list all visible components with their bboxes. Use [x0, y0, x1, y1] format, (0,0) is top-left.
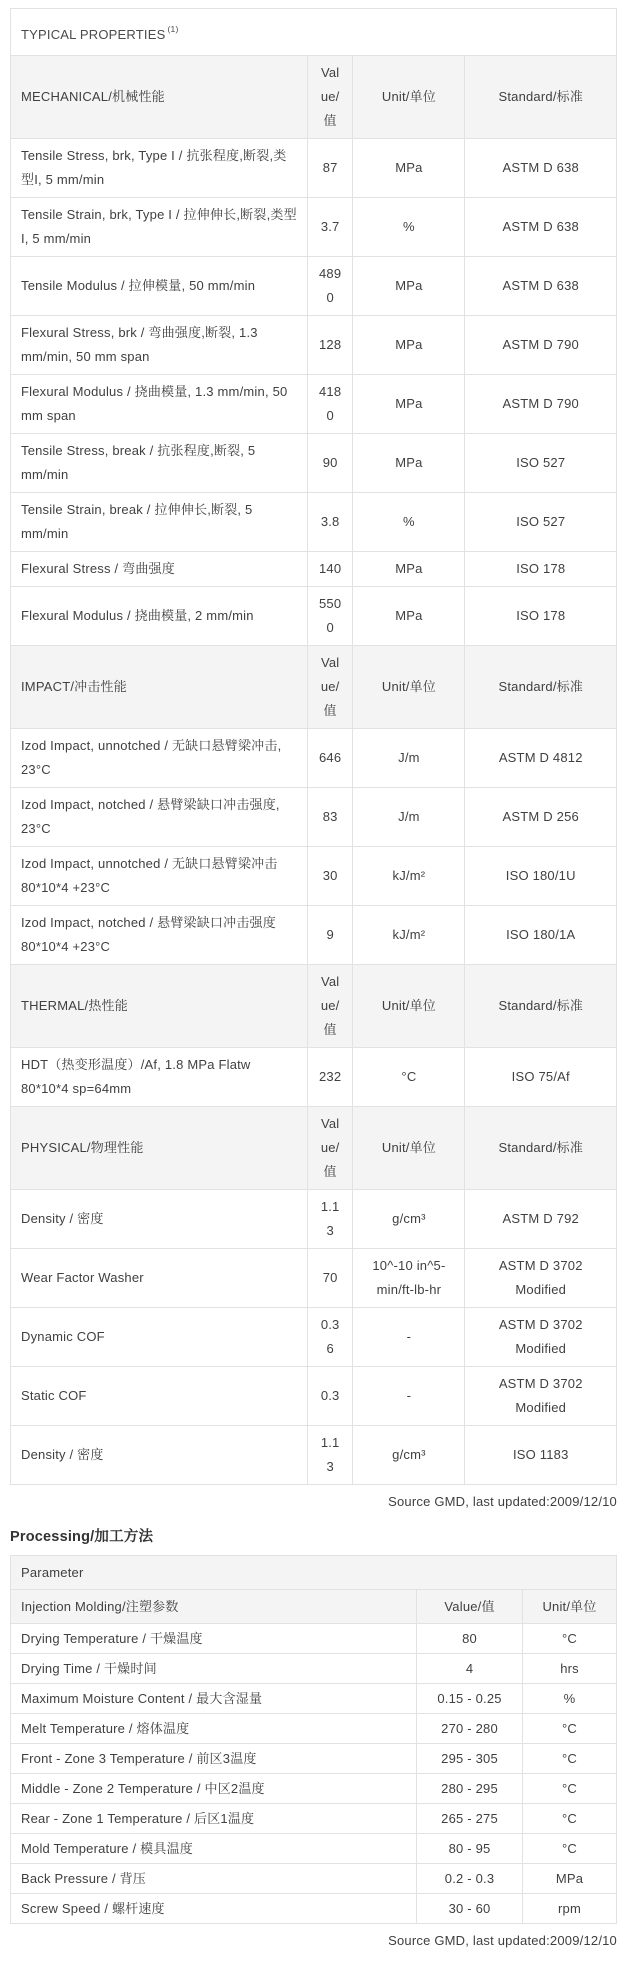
section-header-row — [11, 1107, 617, 1190]
col-header-unit: Unit/单位 — [353, 646, 465, 729]
property-standard-cell: ASTM D 638 — [465, 139, 617, 198]
property-name-cell: Flexural Stress, brk / 弯曲强度,断裂, 1.3 mm/min, 50 mm span — [11, 316, 308, 375]
property-value-cell: 90 — [307, 434, 352, 493]
parameter-header-row — [11, 1556, 617, 1590]
property-value-cell: 3.8 — [307, 493, 352, 552]
parameter-name-cell: Drying Time / 干燥时间 — [11, 1654, 417, 1684]
property-row — [11, 1249, 617, 1308]
col-header-standard: Standard/标准 — [465, 646, 617, 729]
parameter-row — [11, 1654, 617, 1684]
section-header-row — [11, 56, 617, 139]
property-name-cell: Dynamic COF — [11, 1308, 308, 1367]
property-unit-cell: g/cm³ — [353, 1426, 465, 1485]
table-title-cell — [11, 9, 617, 56]
parameter-unit-cell: °C — [523, 1624, 617, 1654]
parameter-unit-cell: rpm — [523, 1894, 617, 1924]
property-name-cell: Tensile Modulus / 拉伸模量, 50 mm/min — [11, 257, 308, 316]
property-row — [11, 1048, 617, 1107]
property-name-cell: Tensile Stress, break / 抗张程度,断裂, 5 mm/min — [11, 434, 308, 493]
col-header-value: Value/值 — [307, 646, 352, 729]
property-name-cell: HDT（热变形温度）/Af, 1.8 MPa Flatw 80*10*4 sp=64mm — [11, 1048, 308, 1107]
table-title-row — [11, 9, 617, 56]
parameter-value-cell: 4 — [417, 1654, 523, 1684]
section-title: THERMAL/热性能 — [11, 965, 308, 1048]
property-unit-cell: % — [353, 198, 465, 257]
property-standard-cell: ASTM D 3702 Modified — [465, 1367, 617, 1426]
property-unit-cell: MPa — [353, 375, 465, 434]
parameter-row — [11, 1624, 617, 1654]
property-row — [11, 906, 617, 965]
property-name-cell: Izod Impact, unnotched / 无缺口悬臂梁冲击 80*10*4 +23°C — [11, 847, 308, 906]
property-name-cell: Flexural Modulus / 挠曲模量, 1.3 mm/min, 50 mm span — [11, 375, 308, 434]
source-note-processing: Source GMD, last updated:2009/12/10 — [388, 1933, 617, 1948]
property-value-cell: 5500 — [307, 587, 352, 646]
col-header-unit: Unit/单位 — [353, 56, 465, 139]
property-unit-cell: J/m — [353, 788, 465, 847]
property-name-cell: Density / 密度 — [11, 1426, 308, 1485]
table-title-footnote: (1) — [167, 24, 179, 34]
property-value-cell: 0.3 — [307, 1367, 352, 1426]
parameter-row — [11, 1804, 617, 1834]
col-header-unit: Unit/单位 — [523, 1590, 617, 1624]
parameter-name-cell: Middle - Zone 2 Temperature / 中区2温度 — [11, 1774, 417, 1804]
processing-body — [11, 1556, 617, 1924]
col-header-standard: Standard/标准 — [465, 1107, 617, 1190]
property-standard-cell: ASTM D 790 — [465, 316, 617, 375]
property-name-cell: Izod Impact, notched / 悬臂梁缺口冲击强度, 23°C — [11, 788, 308, 847]
property-row — [11, 847, 617, 906]
property-value-cell: 646 — [307, 729, 352, 788]
table-title: TYPICAL PROPERTIES — [21, 27, 166, 42]
property-row — [11, 788, 617, 847]
parameter-unit-cell: °C — [523, 1714, 617, 1744]
property-row — [11, 434, 617, 493]
parameter-name-cell: Drying Temperature / 干燥温度 — [11, 1624, 417, 1654]
parameter-name-cell: Back Pressure / 背压 — [11, 1864, 417, 1894]
property-value-cell: 140 — [307, 552, 352, 587]
property-row — [11, 139, 617, 198]
parameter-value-cell: 30 - 60 — [417, 1894, 523, 1924]
parameter-unit-cell: °C — [523, 1774, 617, 1804]
parameter-name-cell: Maximum Moisture Content / 最大含湿量 — [11, 1684, 417, 1714]
parameter-row — [11, 1684, 617, 1714]
parameter-name-cell: Front - Zone 3 Temperature / 前区3温度 — [11, 1744, 417, 1774]
property-unit-cell: - — [353, 1308, 465, 1367]
col-header-unit: Unit/单位 — [353, 965, 465, 1048]
parameter-unit-cell: % — [523, 1684, 617, 1714]
property-row — [11, 587, 617, 646]
property-standard-cell: ASTM D 638 — [465, 198, 617, 257]
property-row — [11, 552, 617, 587]
section-title: IMPACT/冲击性能 — [11, 646, 308, 729]
parameter-name-cell: Melt Temperature / 熔体温度 — [11, 1714, 417, 1744]
col-header-standard: Standard/标准 — [465, 965, 617, 1048]
property-value-cell: 9 — [307, 906, 352, 965]
typical-properties-body — [11, 9, 617, 1485]
parameter-name-cell: Rear - Zone 1 Temperature / 后区1温度 — [11, 1804, 417, 1834]
parameter-row — [11, 1864, 617, 1894]
property-value-cell: 87 — [307, 139, 352, 198]
property-value-cell: 232 — [307, 1048, 352, 1107]
property-standard-cell: ASTM D 256 — [465, 788, 617, 847]
property-value-cell: 1.13 — [307, 1190, 352, 1249]
property-standard-cell: ISO 1183 — [465, 1426, 617, 1485]
property-unit-cell: % — [353, 493, 465, 552]
property-value-cell: 1.13 — [307, 1426, 352, 1485]
col-header-value: Value/值 — [417, 1590, 523, 1624]
col-header-unit: Unit/单位 — [353, 1107, 465, 1190]
property-standard-cell: ISO 75/Af — [465, 1048, 617, 1107]
property-unit-cell: kJ/m² — [353, 847, 465, 906]
property-standard-cell: ASTM D 4812 — [465, 729, 617, 788]
property-name-cell: Tensile Strain, brk, Type I / 拉伸伸长,断裂,类型I, 5 mm/min — [11, 198, 308, 257]
property-name-cell: Static COF — [11, 1367, 308, 1426]
property-standard-cell: ASTM D 638 — [465, 257, 617, 316]
col-header-standard: Standard/标准 — [465, 56, 617, 139]
parameter-value-cell: 0.15 - 0.25 — [417, 1684, 523, 1714]
parameter-value-cell: 0.2 - 0.3 — [417, 1864, 523, 1894]
property-unit-cell: kJ/m² — [353, 906, 465, 965]
property-unit-cell: MPa — [353, 552, 465, 587]
property-value-cell: 4180 — [307, 375, 352, 434]
parameter-value-cell: 265 - 275 — [417, 1804, 523, 1834]
parameter-name-cell: Screw Speed / 螺杆速度 — [11, 1894, 417, 1924]
source-note-properties: Source GMD, last updated:2009/12/10 — [388, 1494, 617, 1509]
property-unit-cell: °C — [353, 1048, 465, 1107]
parameter-header-cell: Parameter — [11, 1556, 617, 1590]
parameter-unit-cell: hrs — [523, 1654, 617, 1684]
property-name-cell: Density / 密度 — [11, 1190, 308, 1249]
property-unit-cell: MPa — [353, 587, 465, 646]
property-name-cell: Wear Factor Washer — [11, 1249, 308, 1308]
property-standard-cell: ISO 178 — [465, 587, 617, 646]
group-header-cell: Injection Molding/注塑参数 — [11, 1590, 417, 1624]
property-unit-cell: MPa — [353, 434, 465, 493]
property-value-cell: 0.36 — [307, 1308, 352, 1367]
parameter-unit-cell: °C — [523, 1834, 617, 1864]
parameter-row — [11, 1714, 617, 1744]
property-value-cell: 4890 — [307, 257, 352, 316]
parameter-value-cell: 80 - 95 — [417, 1834, 523, 1864]
property-unit-cell: MPa — [353, 139, 465, 198]
injection-molding-header-row — [11, 1590, 617, 1624]
property-name-cell: Flexural Modulus / 挠曲模量, 2 mm/min — [11, 587, 308, 646]
property-standard-cell: ASTM D 3702 Modified — [465, 1249, 617, 1308]
property-row — [11, 375, 617, 434]
section-title: MECHANICAL/机械性能 — [11, 56, 308, 139]
property-row — [11, 1190, 617, 1249]
col-header-value: Value/值 — [307, 56, 352, 139]
col-header-value: Value/值 — [307, 965, 352, 1048]
property-row — [11, 257, 617, 316]
property-standard-cell: ISO 178 — [465, 552, 617, 587]
parameter-unit-cell: °C — [523, 1804, 617, 1834]
parameter-unit-cell: °C — [523, 1744, 617, 1774]
parameter-value-cell: 80 — [417, 1624, 523, 1654]
section-header-row — [11, 646, 617, 729]
property-value-cell: 128 — [307, 316, 352, 375]
property-name-cell: Tensile Strain, break / 拉伸伸长,断裂, 5 mm/min — [11, 493, 308, 552]
property-unit-cell: 10^-10 in^5-min/ft-lb-hr — [353, 1249, 465, 1308]
parameter-value-cell: 270 - 280 — [417, 1714, 523, 1744]
parameter-row — [11, 1834, 617, 1864]
property-row — [11, 1308, 617, 1367]
section-title: PHYSICAL/物理性能 — [11, 1107, 308, 1190]
property-row — [11, 493, 617, 552]
property-standard-cell: ASTM D 790 — [465, 375, 617, 434]
property-row — [11, 1367, 617, 1426]
property-row — [11, 729, 617, 788]
property-unit-cell: MPa — [353, 316, 465, 375]
col-header-value: Value/值 — [307, 1107, 352, 1190]
property-unit-cell: g/cm³ — [353, 1190, 465, 1249]
property-name-cell: Izod Impact, notched / 悬臂梁缺口冲击强度 80*10*4 +23°C — [11, 906, 308, 965]
property-row — [11, 198, 617, 257]
section-header-row — [11, 965, 617, 1048]
property-name-cell: Flexural Stress / 弯曲强度 — [11, 552, 308, 587]
property-name-cell: Tensile Stress, brk, Type I / 抗张程度,断裂,类型I, 5 mm/min — [11, 139, 308, 198]
property-standard-cell: ISO 180/1A — [465, 906, 617, 965]
parameter-row — [11, 1744, 617, 1774]
property-unit-cell: - — [353, 1367, 465, 1426]
property-unit-cell: MPa — [353, 257, 465, 316]
property-value-cell: 3.7 — [307, 198, 352, 257]
property-row — [11, 316, 617, 375]
property-standard-cell: ISO 180/1U — [465, 847, 617, 906]
property-standard-cell: ASTM D 792 — [465, 1190, 617, 1249]
processing-table — [10, 1555, 617, 1924]
property-value-cell: 83 — [307, 788, 352, 847]
parameter-name-cell: Mold Temperature / 模具温度 — [11, 1834, 417, 1864]
parameter-value-cell: 295 - 305 — [417, 1744, 523, 1774]
parameter-unit-cell: MPa — [523, 1864, 617, 1894]
property-value-cell: 30 — [307, 847, 352, 906]
parameter-value-cell: 280 - 295 — [417, 1774, 523, 1804]
parameter-row — [11, 1894, 617, 1924]
property-standard-cell: ASTM D 3702 Modified — [465, 1308, 617, 1367]
property-value-cell: 70 — [307, 1249, 352, 1308]
property-standard-cell: ISO 527 — [465, 434, 617, 493]
property-name-cell: Izod Impact, unnotched / 无缺口悬臂梁冲击, 23°C — [11, 729, 308, 788]
typical-properties-table — [10, 8, 617, 1485]
property-row — [11, 1426, 617, 1485]
property-unit-cell: J/m — [353, 729, 465, 788]
processing-heading: Processing/加工方法 — [10, 1529, 154, 1545]
property-standard-cell: ISO 527 — [465, 493, 617, 552]
